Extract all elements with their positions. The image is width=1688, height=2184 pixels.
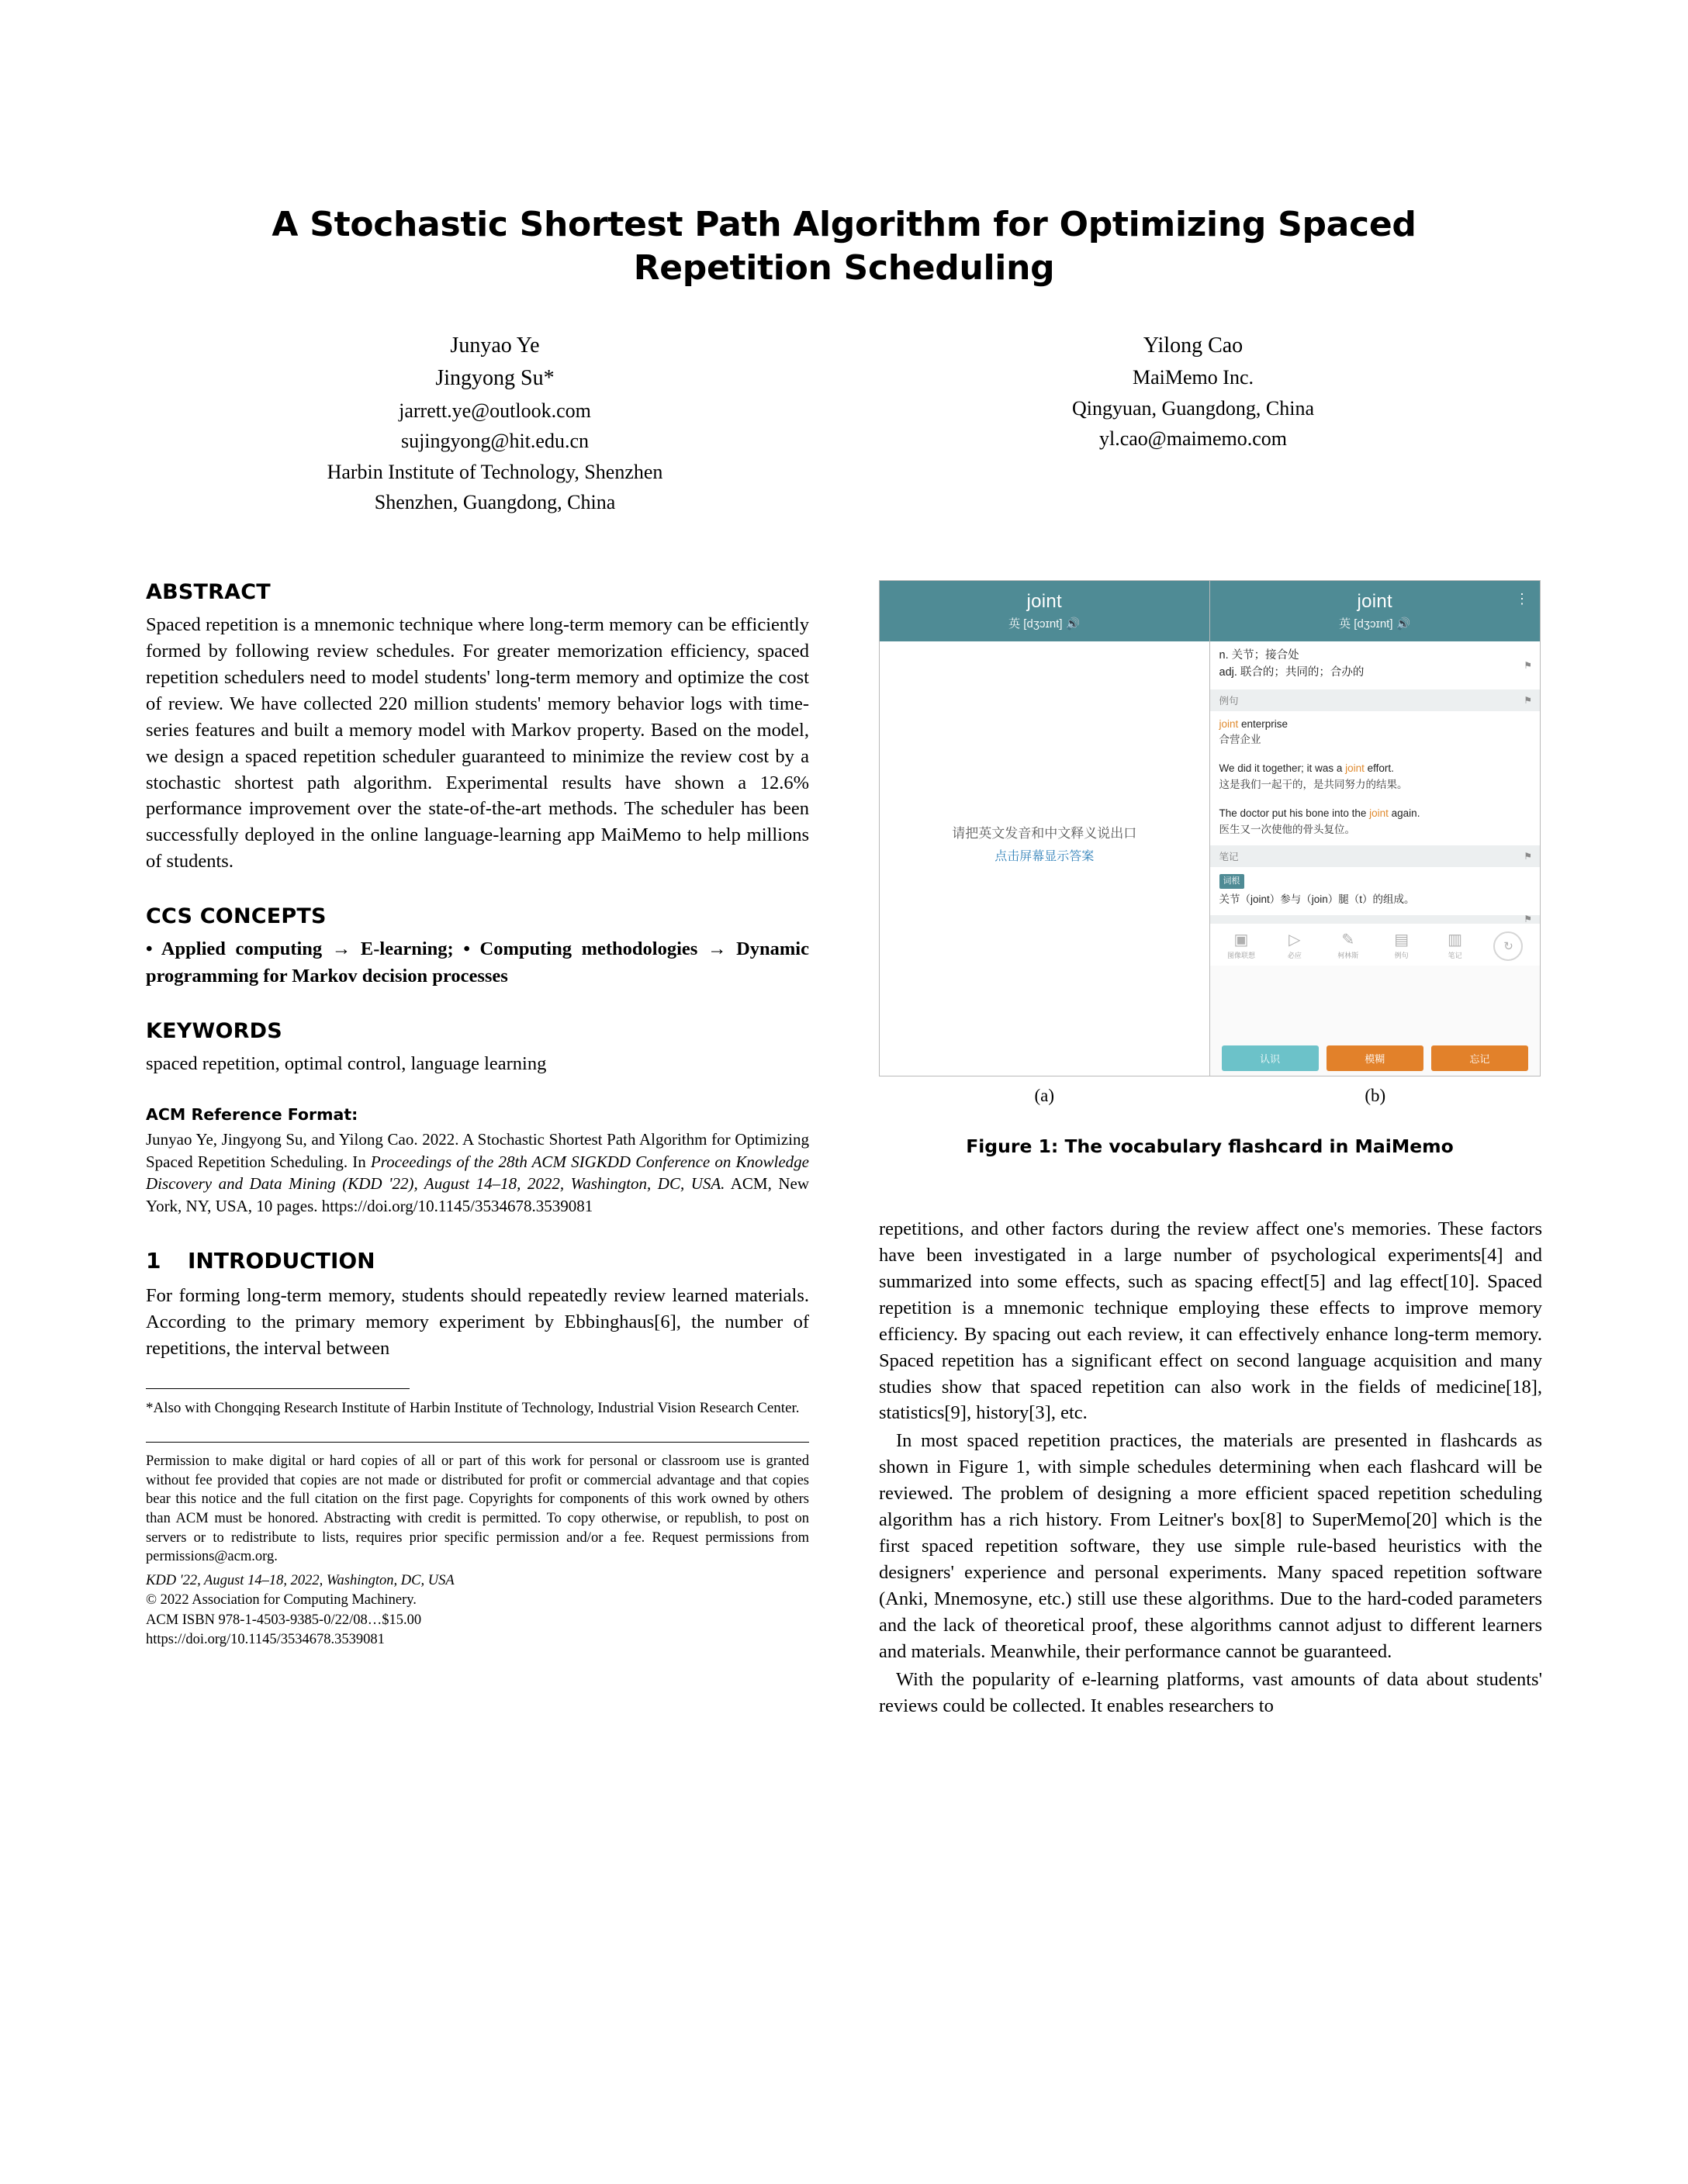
- phone-a-phonetic: 英 [dʒɔɪnt] 🔊: [1008, 617, 1081, 631]
- phone-b-phonetic: 英 [dʒɔɪnt] 🔊: [1339, 617, 1411, 631]
- phone-a-hint-secondary[interactable]: 点击屏幕显示答案: [994, 850, 1095, 863]
- copyright-line: © 2022 Association for Computing Machinery.: [146, 1592, 417, 1609]
- subcaption-a: (a): [1034, 1086, 1055, 1105]
- section-label-examples: 例句 ⚑: [1210, 689, 1541, 711]
- ref-part-3: ACM, New York, NY, USA, 10 pages. https://doi.org/10.1145/3534678.3539081: [146, 1174, 809, 1215]
- acm-reference-heading: ACM Reference Format:: [146, 1105, 358, 1125]
- author-block-1: [146, 330, 844, 518]
- definition-line-noun: n. 关节；接合处: [1219, 649, 1299, 662]
- intro-paragraph: For forming long-term memory, students should repeatedly review learned materials. According to the primary memory experiment by Ebbinghaus[6], the number of repetitions, the interval between: [146, 1285, 809, 1360]
- author-name: Jingyong Su*: [435, 366, 555, 391]
- figure-1: [879, 580, 1542, 1157]
- example-sentence-2: The doctor put his bone into the joint again. 医生又一次使他的骨头复位。: [1210, 800, 1541, 845]
- left-column: [146, 580, 809, 1650]
- example-phrase-block: [1210, 711, 1541, 756]
- figure-caption: Figure 1: The vocabulary flashcard in MaiMemo: [966, 1135, 1454, 1157]
- note-text: 关节（joint）参与（join）腿（t）的组成。: [1219, 893, 1415, 906]
- isbn-line: ACM ISBN 978-1-4503-9385-0/22/08…$15.00: [146, 1612, 422, 1628]
- author-location: Qingyuan, Guangdong, China: [1072, 396, 1314, 420]
- author-name: Junyao Ye: [450, 333, 540, 358]
- speaker-icon[interactable]: 🔊: [1396, 617, 1411, 631]
- right-paragraph-1: repetitions, and other factors during the review affect one's memories. These factors have been investigated in a large number of psychological experiments[4] and summarized into some effects, such as spacing effect[5] and lag effect[10]. Spaced repetition is a mnemonic technique employing these effects to improve memory efficiency. By spacing out each review, it can effectively enhance long-term memory. Spaced repetition has a significant effect on second language acquisition and many studies show that spaced repetition can also work in the fields of medicine[18], statistics[9], history[3], etc.: [879, 1218, 1542, 1424]
- author-affiliation: Harbin Institute of Technology, Shenzhen: [327, 460, 663, 483]
- play-icon[interactable]: ▷ 必应: [1287, 931, 1302, 959]
- author-block-2: [844, 330, 1542, 518]
- known-button[interactable]: 认识: [1222, 1045, 1319, 1071]
- ref-part-italic: Proceedings of the 28th ACM SIGKDD Conference on Knowledge Discovery and Data Mining (KDD '22), August 14–18, 2022, Washington, DC, USA.: [146, 1152, 809, 1194]
- vague-button[interactable]: 模糊: [1327, 1045, 1423, 1071]
- abstract-text: Spaced repetition is a mnemonic technique where long-term memory can be efficiently formed by following review schedules. For greater memorization efficiency, spaced repetition schedulers need to model students' long-term memory and optimize the cost of review. We have collected 220 million students' memory behavior logs with time-series features and built a memory model with Markov property. Based on the model, we design a spaced repetition scheduler guaranteed to minimize the review cost by a stochastic shortest path algorithm. Experimental results have shown a 12.6% performance improvement over the state-of-the-art methods. The scheduler has been successfully deployed in the online language-learning app MaiMemo to help millions of students.: [146, 614, 809, 873]
- subcaption-row: [879, 1086, 1541, 1106]
- ccs-text: • Applied computing → E-learning; • Computing methodologies → Dynamic programming for Markov decision processes: [146, 938, 809, 987]
- venue-line: KDD '22, August 14–18, 2022, Washington, DC, USA: [146, 1572, 455, 1588]
- phone-b-body: [1210, 641, 1541, 1076]
- section-heading-introduction: [146, 1248, 809, 1273]
- flag-icon[interactable]: ⚑: [1524, 914, 1532, 924]
- phone-b-header: [1210, 581, 1541, 641]
- section-title: INTRODUCTION: [188, 1248, 375, 1274]
- permission-text: Permission to make digital or hard copies of all or part of this work for personal or classroom use is granted without fee provided that copies are not made or distributed for profit or commercial advantage and that copies bear this notice and the full citation on the first page. Copyrights for components of this work owned by others than ACM must be honored. Abstracting with credit is permitted. To copy otherwise, or republish, to post on servers or to redistribute to lists, requires prior specific permission and/or a fee. Request permissions from permissions@acm.org.: [146, 1453, 809, 1565]
- book-icon[interactable]: ▤ 例句: [1394, 931, 1410, 959]
- phone-screenshot-a: [880, 581, 1210, 1076]
- right-paragraph-3: With the popularity of e-learning platforms, vast amounts of data about students' reviews could be collected. It enables researchers to: [879, 1668, 1542, 1716]
- tool-icon-row: [1210, 923, 1541, 966]
- speaker-icon[interactable]: 🔊: [1065, 617, 1081, 631]
- example-word-highlight: joint: [1219, 717, 1239, 730]
- doi-line: https://doi.org/10.1145/3534678.3539081: [146, 1632, 385, 1648]
- grade-button-row: [1210, 1045, 1541, 1071]
- edit-icon[interactable]: ✎ 柯林斯: [1337, 931, 1359, 959]
- footnote-text: *Also with Chongqing Research Institute of Harbin Institute of Technology, Industrial Vision Research Center.: [146, 1400, 800, 1417]
- footnote-divider: [146, 1388, 410, 1389]
- ccs-heading: CCS CONCEPTS: [146, 904, 327, 929]
- definition-block: [1210, 641, 1541, 689]
- right-paragraph-2: In most spaced repetition practices, the materials are presented in flashcards as shown in Figure 1, with simple schedules determining when each flashcard will be reviewed. The problem of designing a more efficient spaced repetition scheduling algorithm has a rich history. From Leitner's box[8] to SuperMemo[20] which is the first spaced repetition software, they use simple rule-based heuristics with the designers' experience and personal experiments. Many spaced repetition software (Anki, Mnemosyne, etc.) still use these algorithms. Due to the hard-coded parameters and the lack of theoretical proof, these algorithms cannot adjust to different learners and materials. Meanwhile, their performance cannot be guaranteed.: [879, 1430, 1542, 1662]
- acm-reference-text: [146, 1128, 809, 1217]
- image-icon[interactable]: ▣ 图像联想: [1226, 931, 1255, 959]
- body-columns: [146, 580, 1542, 1976]
- forgot-button[interactable]: 忘记: [1431, 1045, 1528, 1071]
- keywords-text: spaced repetition, optimal control, language learning: [146, 1052, 547, 1074]
- permission-divider: [146, 1442, 809, 1443]
- flag-icon[interactable]: ⚑: [1524, 659, 1532, 671]
- page-title: A Stochastic Shortest Path Algorithm for Optimizing Spaced Repetition Scheduling: [272, 205, 1416, 289]
- phone-a-hint-primary: 请把英文发音和中文释义说出口: [952, 826, 1137, 841]
- note-icon[interactable]: ▥ 笔记: [1448, 931, 1463, 959]
- permission-meta: [146, 1571, 809, 1650]
- note-tag: 词根: [1219, 874, 1244, 889]
- refresh-icon[interactable]: ↻: [1488, 931, 1528, 961]
- phone-a-header: [880, 581, 1209, 641]
- subcaption-b: (b): [1365, 1086, 1386, 1105]
- definition-line-adj: adj. 联合的；共同的；合办的: [1219, 665, 1365, 679]
- abstract-heading: ABSTRACT: [146, 580, 271, 604]
- author-email: yl.cao@maimemo.com: [1099, 427, 1287, 451]
- flag-icon[interactable]: ⚑: [1524, 851, 1532, 862]
- phone-a-body[interactable]: [880, 641, 1209, 1076]
- author-location: Shenzhen, Guangdong, China: [374, 491, 616, 514]
- ref-part-1: Junyao Ye, Jingyong Su, and Yilong Cao. 2022. A Stochastic Shortest Path Algorithm for Optimizing Spaced Repetition Scheduling. In: [146, 1130, 809, 1171]
- phone-a-word: joint: [1026, 591, 1063, 612]
- author-list: [146, 330, 1542, 518]
- section-label-notes: 笔记 ⚑: [1210, 845, 1541, 867]
- right-column: [879, 1216, 1542, 1719]
- author-email: jarrett.ye@outlook.com: [399, 399, 591, 422]
- author-affiliation: MaiMemo Inc.: [1133, 366, 1254, 389]
- section-label-extra: [1210, 915, 1541, 923]
- phone-b-word: joint: [1357, 591, 1393, 612]
- phone-screenshot-b: [1210, 581, 1541, 1076]
- example-word-rest: enterprise: [1241, 717, 1288, 730]
- section-number: 1: [146, 1248, 161, 1274]
- keywords-heading: KEYWORDS: [146, 1018, 282, 1043]
- author-email: sujingyong@hit.edu.cn: [400, 430, 590, 453]
- example-sentence-1: We did it together; it was a joint effort. 这是我们一起干的，是共同努力的结果。: [1210, 755, 1541, 800]
- example-translation: 合营企业: [1219, 734, 1261, 746]
- flag-icon[interactable]: ⚑: [1524, 694, 1532, 706]
- paper-header: [146, 203, 1542, 518]
- author-name: Yilong Cao: [1143, 333, 1244, 358]
- figure-image: [879, 580, 1541, 1076]
- more-vertical-icon[interactable]: ⋮: [1515, 591, 1529, 606]
- note-block: [1210, 867, 1541, 915]
